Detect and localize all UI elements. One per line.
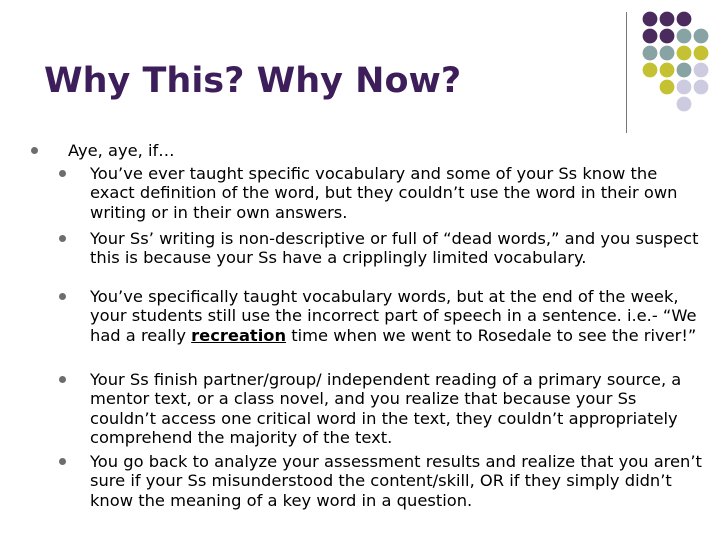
bullet-icon — [59, 376, 66, 383]
bullet-icon — [59, 170, 66, 177]
list-item-5: You go back to analyze your assessment results and realize that you aren’t sure if your Ss misunderstood the content/skill, OR if they simply didn’t know the meaning of a key word in a question. — [90, 452, 702, 510]
list-item-3-text-before: You’ve specifically taught vocabulary words, but at the end of the week, your students still use the incorrect part of speech in a sentence. i.e.- “We had a really — [90, 287, 697, 345]
bullet-icon — [59, 458, 66, 465]
list-item-4: Your Ss finish partner/group/ independent reading of a primary source, a mentor text, or a class novel, and you realize that because your Ss couldn’t access one critical word in the text, they couldn’t appropriately comprehend the majority of the text. — [90, 370, 682, 447]
intro-text: Aye, aye, if… — [68, 141, 175, 160]
slide-title: Why This? Why Now? — [44, 61, 462, 101]
bullet-icon — [59, 293, 66, 300]
bullet-icon — [59, 235, 66, 242]
list-item-3-text-after: time when we went to Rosedale to see the river!” — [286, 325, 697, 345]
list-item-2: Your Ss’ writing is non-descriptive or full of “dead words,” and you suspect this is because your Ss have a cripplingly limited vocabulary. — [90, 229, 699, 268]
list-item-3 — [90, 287, 705, 345]
bullet-icon — [31, 147, 38, 154]
emphasized-word: recreation — [191, 325, 287, 345]
list-item-1: You’ve ever taught specific vocabulary and some of your Ss know the exact definition of the word, but they couldn’t use the word in their own writing or in their own answers. — [90, 164, 678, 222]
